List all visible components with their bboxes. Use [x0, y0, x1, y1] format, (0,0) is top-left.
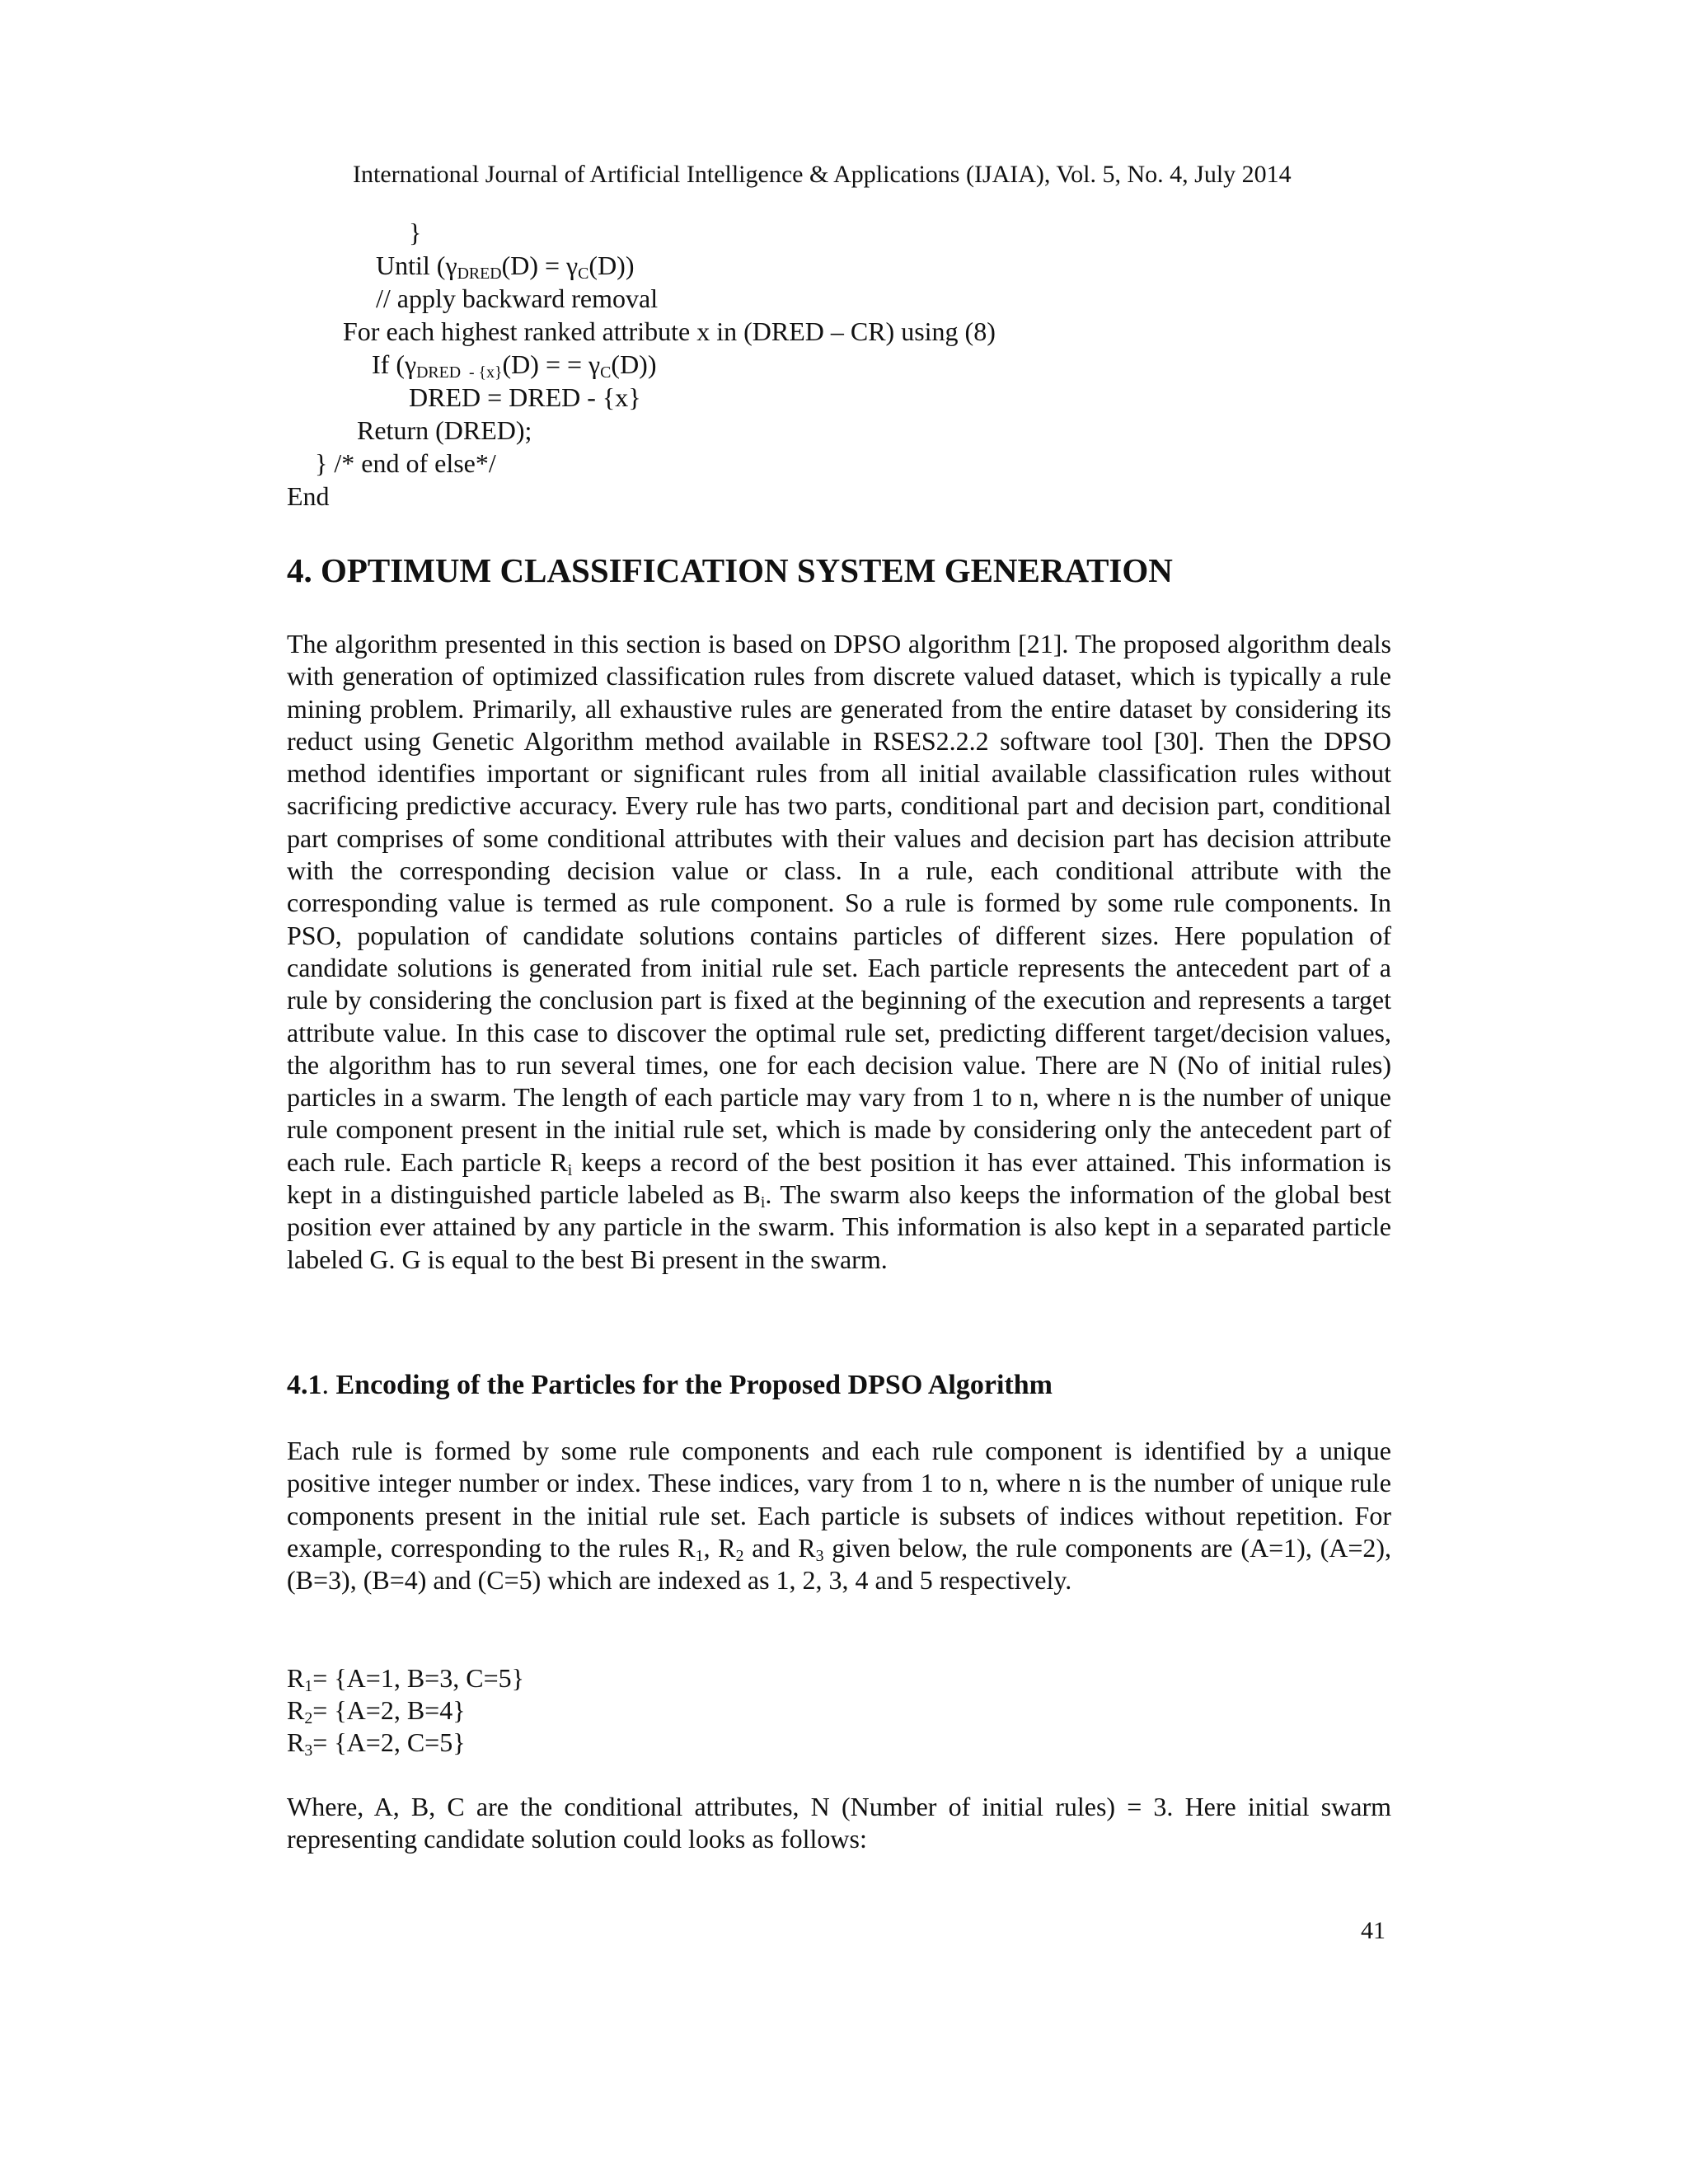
rule-list [287, 1662, 524, 1759]
code-line-comment: // apply backward removal [376, 284, 659, 313]
subsection-paragraph: Each rule is formed by some rule components and each rule component is identified by a unique positive integer number or index. These indices, vary from 1 to n, where n is the number of unique rule components present in the initial rule set. Each particle is subsets of indices without repetition. For example, corresponding to the rules $R_1$, $R_2$ and $R_3$ given below, the rule components are (A=1), (A=2), (B=3), (B=4) and (C=5) which are indexed as 1, 2, 3, 4 and 5 respectively. [287, 1436, 1392, 1596]
code-line-return: Return (DRED); [357, 415, 532, 445]
page-number: 41 [1361, 1917, 1386, 1944]
pseudocode-block [287, 216, 1441, 513]
closing-paragraph: Where, A, B, C are the conditional attributes, N (Number of initial rules) = 3. Here initial swarm representing candidate solution could looks as follows: [287, 1792, 1391, 1854]
rule-item: $R_2= \{A=2$, B=4} [287, 1695, 466, 1727]
section-paragraph: The algorithm presented in this section is based on DPSO algorithm [21]. The proposed algorithm deals with generation of optimized classification rules from discrete valued dataset, which is typically a rule mining problem. Primarily, all exhaustive rules are generated from the entire dataset by considering its reduct using Genetic Algorithm method available in RSES2.2.2 software tool [30]. Then the DPSO method identifies important or significant rules from all initial available classification rules without sacrificing predictive accuracy. Every rule has two parts, conditional part and decision part, conditional part comprises of some conditional attributes with their values and decision part has decision attribute with the corresponding decision value or class. In a rule, each conditional attribute with the corresponding value is termed as rule component. So a rule is formed by some rule components. In PSO, population of candidate solutions contains particles of different sizes. Here population of candidate solutions is generated from initial rule set. Each particle represents the antecedent part of a rule by considering the conclusion part is fixed at the beginning of the execution and represents a target attribute value. In this case to discover the optimal rule set, predicting different target/decision values, the algorithm has to run several times, one for each decision value. There are N (No of initial rules) particles in a swarm. The length of each particle may vary from 1 to n, where n is the number of unique rule component present in the initial rule set, which is made by considering only the antecedent part of each rule. Each particle $R_i$ keeps a record of the best position it has ever attained. This information is kept in a distinguished particle labeled as $B_i$. The swarm also keeps the information of the global best position ever attained by any particle in the swarm. This information is also kept in a separated particle labeled G. G is equal to the best Bi present in the swarm. [287, 629, 1392, 1274]
section-heading: 4. OPTIMUM CLASSIFICATION SYSTEM GENERATION [287, 551, 1173, 589]
rule-item: $R_1= \{A=1$, B=3, C=5} [287, 1663, 524, 1695]
code-line-for-each: For each highest ranked attribute x in (DRED – CR) using (8) [343, 316, 996, 346]
subsection-heading: 4.1. Encoding of the Particles for the Proposed DPSO Algorithm [287, 1370, 1053, 1400]
code-line-if: If ($\gamma_{DRED - \{x\}}(D)$ = = $\gamma_C(D)$) [372, 349, 657, 382]
code-line-end-else: } /* end of else*/ [315, 448, 496, 478]
rule-item: $R_3= \{A=2$, C=5} [287, 1727, 466, 1760]
code-line-until: Until $(\gamma_{DRED}(D) = \gamma_C(D))$ [376, 251, 635, 283]
code-line-close-brace: } [409, 218, 422, 247]
code-line-assign: DRED = DRED - {x} [409, 382, 641, 412]
code-line-end: End [287, 481, 330, 511]
running-header: International Journal of Artificial Intelligence & Applications (IJAIA), Vol. 5, No. 4, July 2014 [353, 161, 1292, 188]
